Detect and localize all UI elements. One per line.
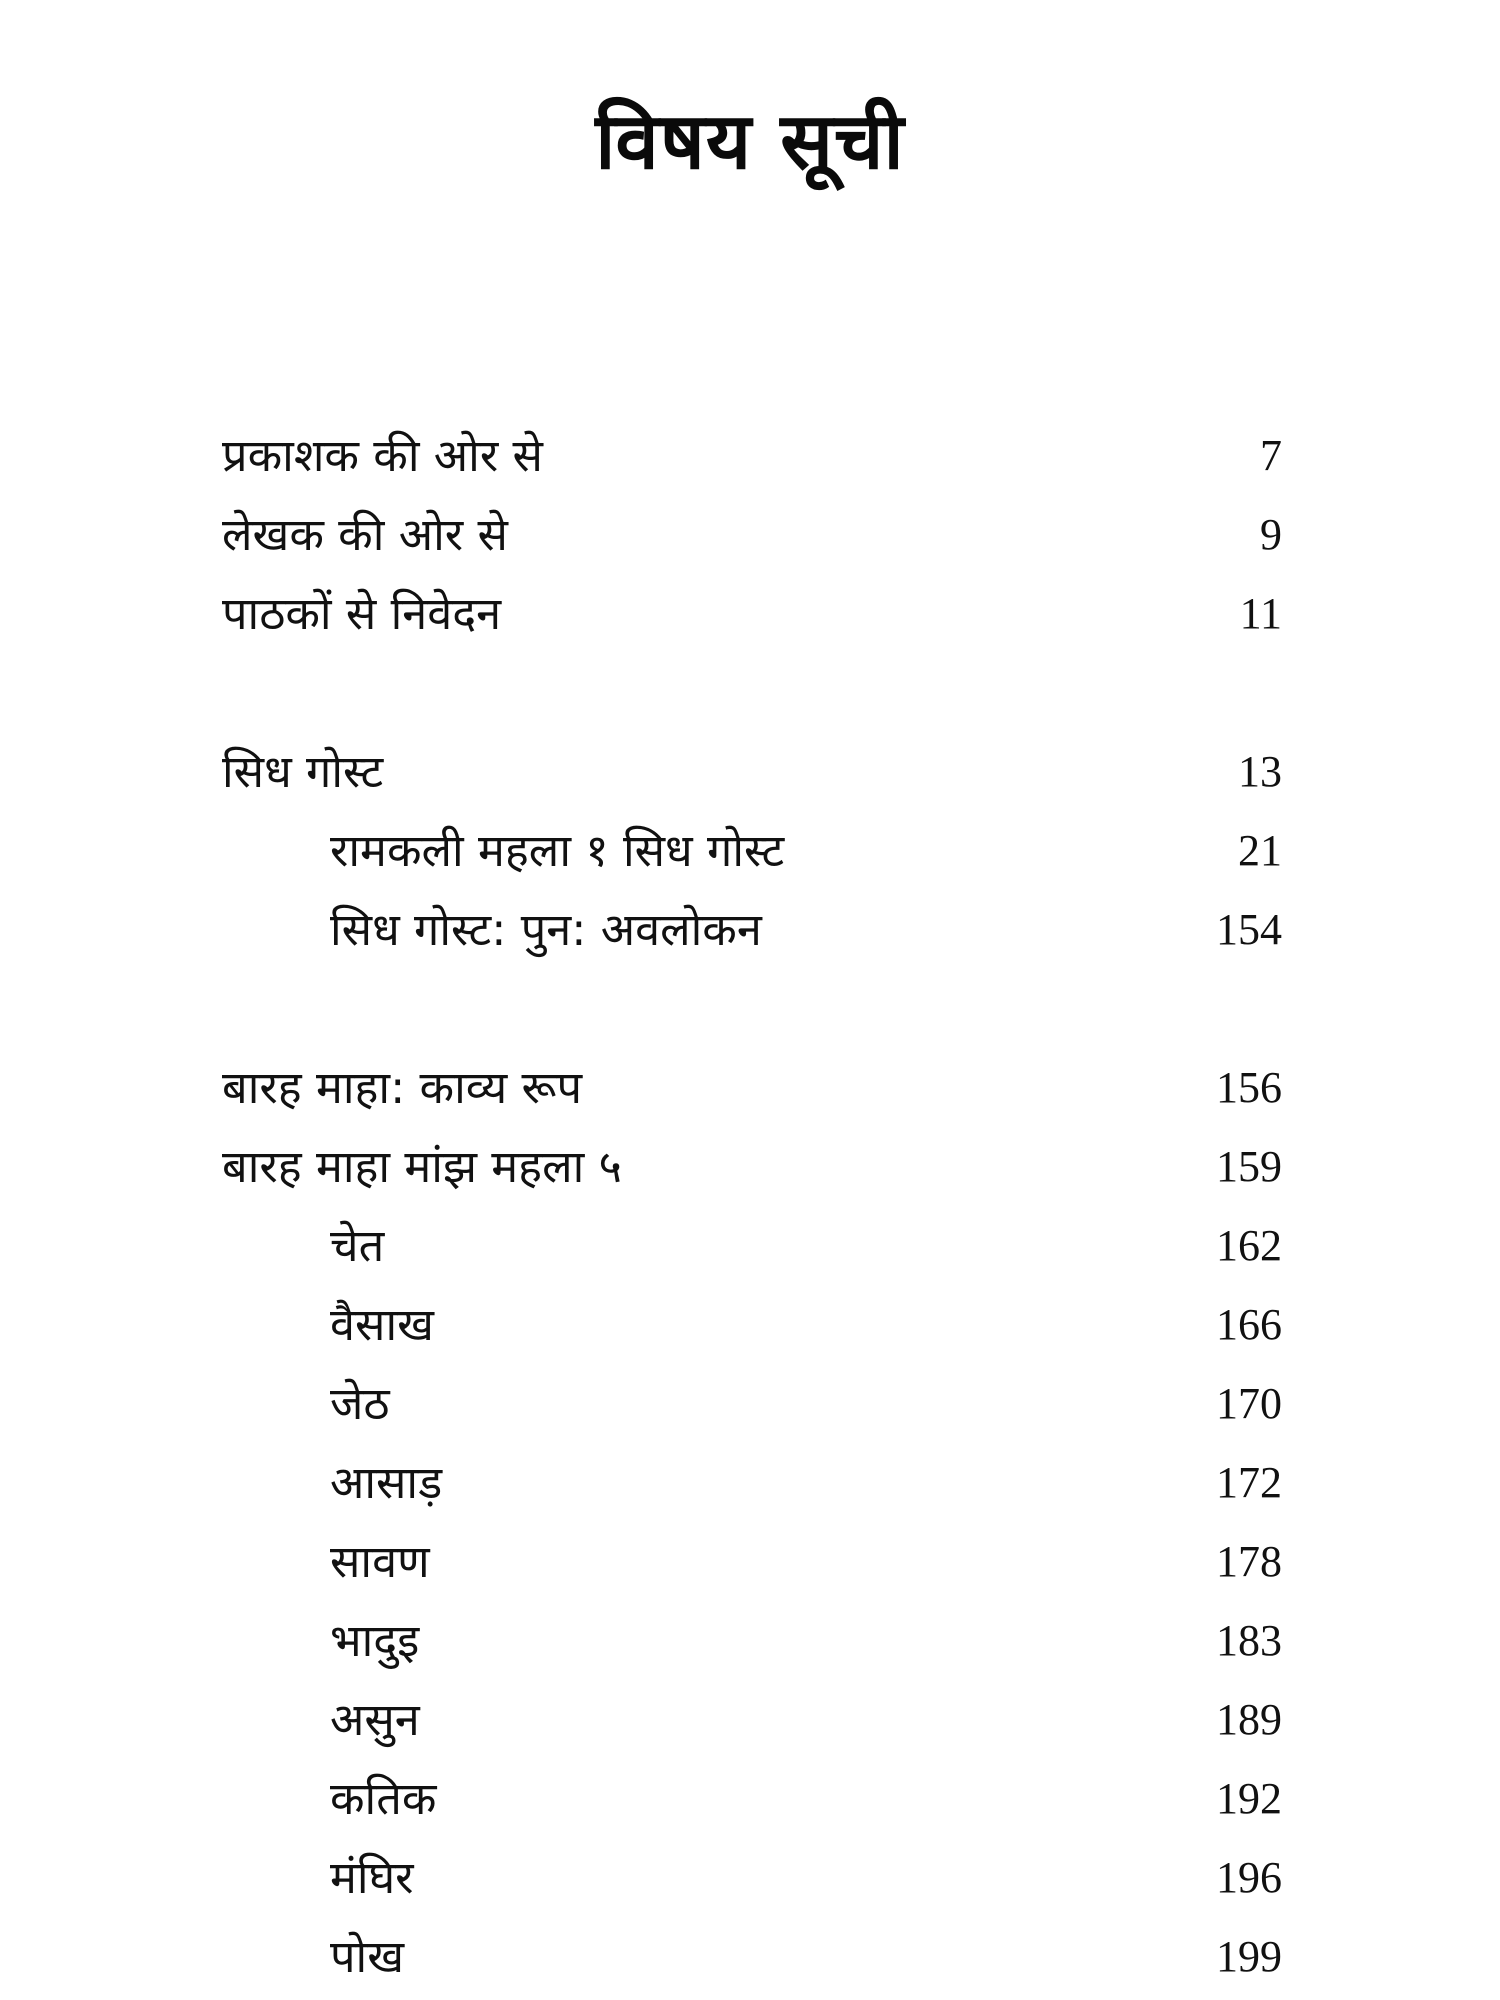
toc-entry-label: भादुइ (330, 1614, 420, 1667)
toc-entry-vaisakh (0, 1286, 1500, 1364)
toc-entry-label: बारह माहा मांझ महला ५ (222, 1140, 622, 1193)
toc-entry-publisher-note (0, 417, 1500, 495)
toc-entry-page-number: 156 (1216, 1063, 1282, 1112)
toc-entry-page-number: 166 (1216, 1300, 1282, 1349)
toc-entry-label: सिध गोस्ट (222, 745, 384, 798)
toc-entry-pokh (0, 1918, 1500, 1996)
toc-entry-label: असुन (330, 1693, 420, 1746)
toc-entry-page-number: 9 (1260, 510, 1282, 559)
toc-entry-sidh-gosht (0, 733, 1500, 811)
toc-entry-jeth (0, 1365, 1500, 1443)
toc-entry-label: लेखक की ओर से (222, 508, 508, 561)
toc-entry-page-number: 178 (1216, 1537, 1282, 1586)
toc-entry-page-number: 192 (1216, 1774, 1282, 1823)
toc-entry-label: वैसाख (330, 1298, 434, 1351)
toc-entry-label: जेठ (330, 1377, 390, 1430)
toc-entry-label: चेत (330, 1219, 385, 1272)
toc-entry-sidh-gosht-review (0, 891, 1500, 969)
toc-entry-page-number: 7 (1260, 431, 1282, 480)
toc-entry-label: मंघिर (330, 1851, 414, 1904)
toc-entry-chet (0, 1207, 1500, 1285)
toc-entry-ramkali-sidh-gosht (0, 812, 1500, 890)
toc-entry-page-number: 199 (1216, 1932, 1282, 1981)
toc-entry-page-number: 189 (1216, 1695, 1282, 1744)
toc-entry-label: बारह माहा: काव्य रूप (222, 1061, 583, 1114)
toc-entry-savan (0, 1523, 1500, 1601)
toc-entry-asarh (0, 1444, 1500, 1522)
toc-entry-page-number: 13 (1238, 747, 1282, 796)
toc-entry-label: प्रकाशक की ओर से (222, 429, 543, 482)
toc-entry-label: पोख (330, 1930, 405, 1983)
toc-entry-barah-maha-manjh (0, 1128, 1500, 1206)
toc-entry-barah-maha-kavya (0, 1049, 1500, 1127)
toc-entry-page-number: 162 (1216, 1221, 1282, 1270)
toc-entry-label: पाठकों से निवेदन (222, 587, 502, 640)
toc-entry-label: सावण (330, 1535, 430, 1588)
toc-entry-page-number: 172 (1216, 1458, 1282, 1507)
toc-entry-page-number: 183 (1216, 1616, 1282, 1665)
toc-entry-bhadui (0, 1602, 1500, 1680)
toc-entry-page-number: 21 (1238, 826, 1282, 875)
toc-entry-page-number: 154 (1216, 905, 1282, 954)
toc-entry-page-number: 170 (1216, 1379, 1282, 1428)
toc-entry-manghir (0, 1839, 1500, 1917)
toc-entry-page-number: 159 (1216, 1142, 1282, 1191)
toc-entry-label: सिध गोस्ट: पुन: अवलोकन (330, 903, 762, 956)
toc-entry-asun (0, 1681, 1500, 1759)
toc-entry-label: रामकली महला १ सिध गोस्ट (330, 824, 785, 877)
toc-entry-request-to-readers (0, 575, 1500, 653)
toc-entry-author-note (0, 496, 1500, 574)
toc-entry-katik (0, 1760, 1500, 1838)
toc-entry-page-number: 11 (1239, 589, 1282, 638)
toc-entry-label: आसाड़ (330, 1456, 443, 1509)
toc-entry-page-number: 196 (1216, 1853, 1282, 1902)
page-title: विषय सूची (595, 97, 905, 187)
toc-entry-label: कतिक (330, 1772, 437, 1825)
